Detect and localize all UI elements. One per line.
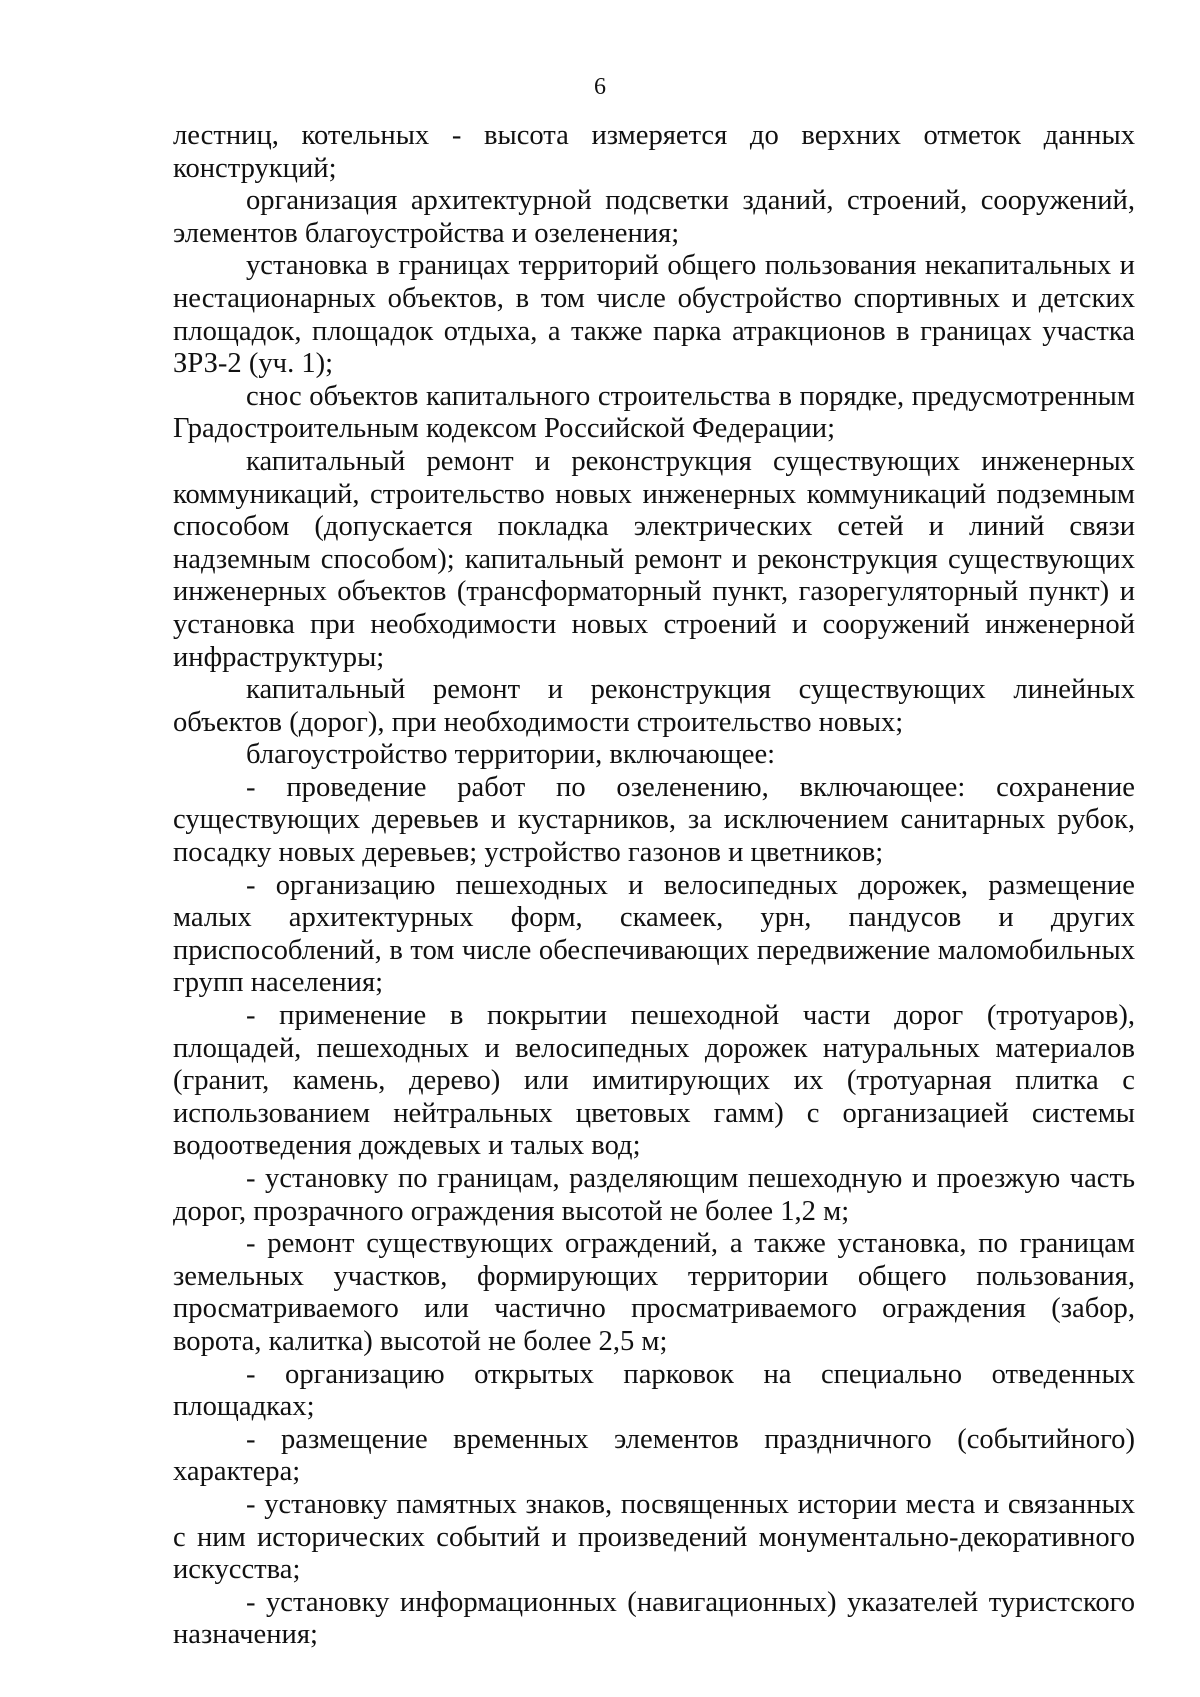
paragraph-temporary-objects: установка в границах территорий общего пользования некапитальных и нестационарных объектов, в том числе обустройство спортивных и детских площадок, площадок отдыха, а также парка атракционов в границах участка ЗРЗ-2 (уч. 1); bbox=[173, 250, 1135, 380]
document-body bbox=[173, 120, 1135, 1652]
list-item-paths: - организацию пешеходных и велосипедных дорожек, размещение малых архитектурных форм, скамеек, урн, пандусов и других приспособлений, в том числе обеспечивающих передвижение маломобильных групп населения; bbox=[173, 869, 1135, 999]
paragraph-lighting: организация архитектурной подсветки зданий, строений, сооружений, элементов благоустройства и озеленения; bbox=[173, 185, 1135, 249]
paragraph-demolition: снос объектов капитального строительства в порядке, предусмотренным Градостроительным кодексом Российской Федерации; bbox=[173, 380, 1135, 445]
page-number: 6 bbox=[594, 74, 606, 100]
list-item-paving: - применение в покрытии пешеходной части дорог (тротуаров), площадей, пешеходных и велосипедных дорожек натуральных материалов (гранит, камень, дерево) или имитирующих их (тротуарная плитка с использованием нейтральных цветовых гамм) с организацией системы водоотведения дождевых и талых вод; bbox=[173, 1000, 1135, 1162]
list-item-greening: - проведение работ по озеленению, включающее: сохранение существующих деревьев и кустарников, за исключением санитарных рубок, посадку новых деревьев; устройство газонов и цветников; bbox=[173, 771, 1135, 869]
paragraph-engineering-networks: капитальный ремонт и реконструкция существующих инженерных коммуникаций, строительство новых инженерных коммуникаций подземным способом (допускается покладка электрических сетей и линий связи надземным способом); капитальный ремонт и реконструкция существующих инженерных объектов (трансформаторный пункт, газорегуляторный пункт) и установка при необходимости новых строений и сооружений инженерной инфраструктуры; bbox=[173, 445, 1135, 673]
list-item-fence-repair: - ремонт существующих ограждений, а также установка, по границам земельных участков, формирующих территории общего пользования, просматриваемого или частично просматриваемого ограждения (забор, ворота, калитка) высотой не более 2,5 м; bbox=[173, 1228, 1135, 1357]
list-item-road-fencing: - установку по границам, разделяющим пешеходную и проезжую часть дорог, прозрачного ограждения высотой не более 1,2 м; bbox=[173, 1163, 1135, 1227]
paragraph-continuation: лестниц, котельных - высота измеряется до верхних отметок данных конструкций; bbox=[173, 120, 1135, 184]
list-item-memorial-signs: - установку памятных знаков, посвященных истории места и связанных с ним исторических событий и произведений монументально-декоративного искусства; bbox=[173, 1488, 1135, 1586]
paragraph-linear-objects: капитальный ремонт и реконструкция существующих линейных объектов (дорог), при необходимости строительство новых; bbox=[173, 674, 1135, 738]
list-item-festive-elements: - размещение временных элементов праздничного (событийного) характера; bbox=[173, 1423, 1135, 1488]
list-item-tourist-signs: - установку информационных (навигационных) указателей туристского назначения; bbox=[173, 1586, 1135, 1651]
list-item-parking: - организацию открытых парковок на специально отведенных площадках; bbox=[173, 1358, 1135, 1423]
paragraph-landscaping-intro: благоустройство территории, включающее: bbox=[246, 739, 776, 771]
